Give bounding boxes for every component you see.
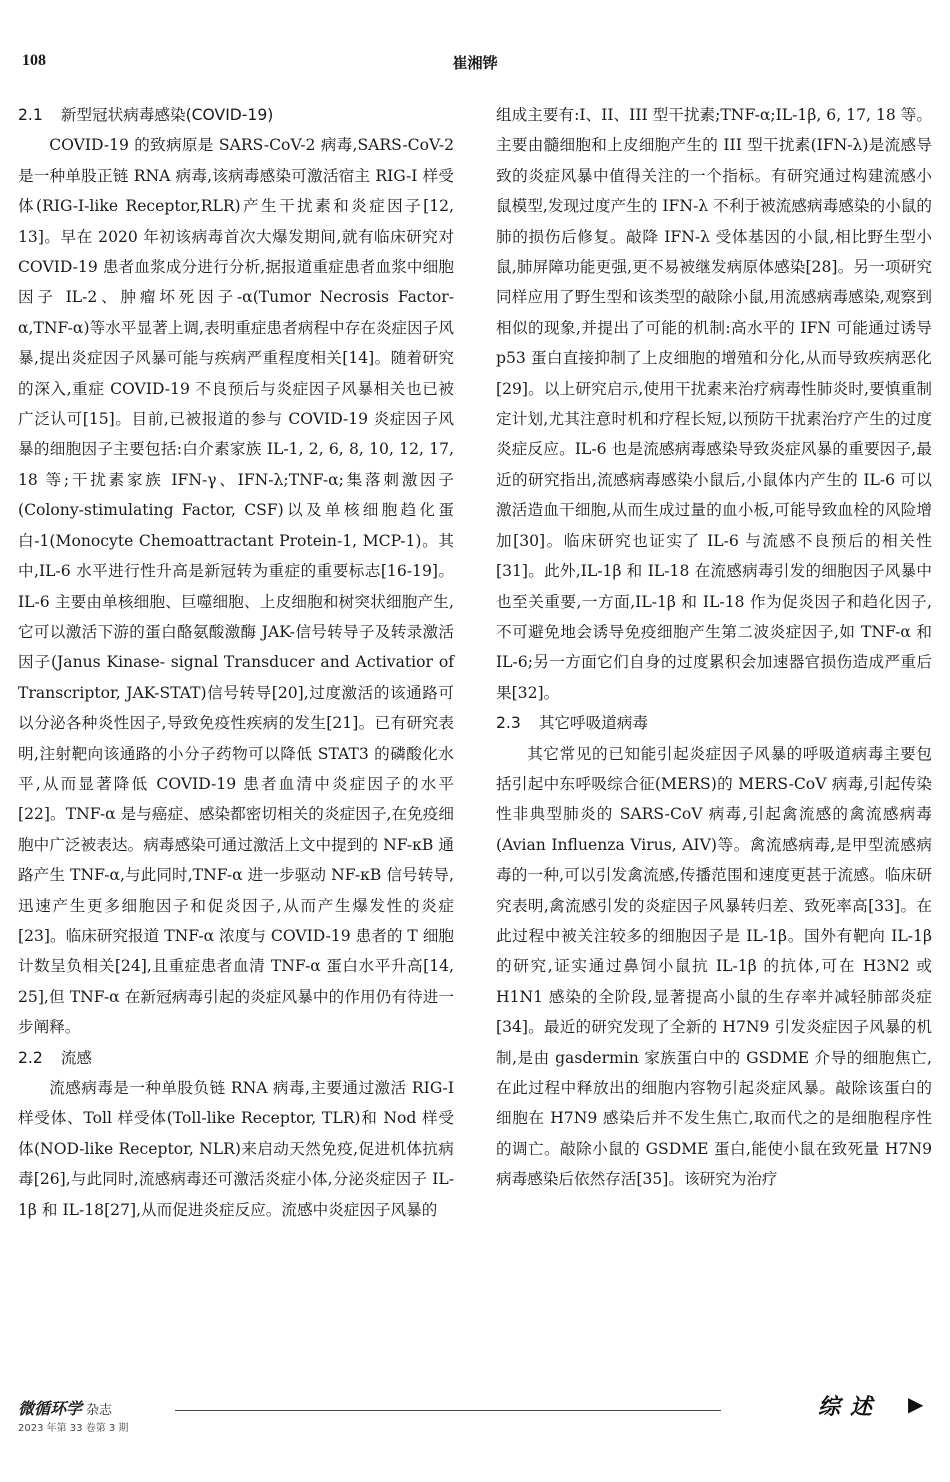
journal-name: 微循环学 (18, 1399, 83, 1418)
body-paragraph: 流感病毒是一种单股负链 RNA 病毒,主要通过激活 RIG-I 样受体、Toll 样受体(Toll-like Receptor, TLR)和 Nod 样受体(NOD-like Receptor, NLR)来启动天然免疫,促进机体抗病毒[26],与此同时,流感病毒还可激活炎症小体,分泌炎症因子 IL-1β 和 IL-18[27],从而促进炎症反应。流感中炎症因子风暴的 (18, 1079, 454, 1219)
left-column (18, 100, 454, 1225)
footer-rule (175, 1410, 721, 1411)
section-heading-2-3 (496, 708, 932, 738)
section-number: 2.1 (18, 106, 43, 124)
right-column (496, 100, 932, 1195)
running-head: 崔湘铧 (452, 54, 498, 72)
issue-info: 2023 年第 33 卷第 3 期 (18, 1423, 129, 1434)
section-number: 2.2 (18, 1048, 43, 1067)
section-title: 流感 (60, 1048, 93, 1067)
section-heading-2-1 (18, 100, 454, 130)
section-heading-2-2 (18, 1043, 454, 1073)
section-label: 综述 (818, 1395, 883, 1420)
body-paragraph: COVID-19 的致病原是 SARS-CoV-2 病毒,SARS-CoV-2 是一种单股正链 RNA 病毒,该病毒感染可激活宿主 RIG-I 样受体(RIG-I-like Receptor,RLR)产生干扰素和炎症因子[12, 13]。早在 2020 年初该病毒首次大爆发期间,就有临床研究对 COVID-19 患者血浆成分进行分析,据报道重症患者血浆中细胞因子 IL-2、肿瘤坏死因子-α(Tumor Necrosis Factor-α,TNF-α)等水平显著上调,表明重症患者病程中存在炎症因子风暴,提出炎症因子风暴可能与疾病严重程度相关[14]。随着研究的深入,重症 COVID-19 不良预后与炎症因子风暴相关也已被广泛认可[15]。目前,已被报道的参与 COVID-19 炎症因子风暴的细胞因子主要包括:白介素家族 IL-1, 2, 6, 8, 10, 12, 17, 18 等;干扰素家族 IFN-γ、IFN-λ;TNF-α;集落刺激因子(Colony-stimulating Factor, CSF)以及单核细胞趋化蛋白-1(Monocyte Chemoattractant Protein-1, MCP-1)。其中,IL-6 水平进行性升高是新冠转为重症的重要标志[16-19]。IL-6 主要由单核细胞、巨噬细胞、上皮细胞和树突状细胞产生,它可以激活下游的蛋白酪氨酸激酶 JAK-信号转导子及转录激活因子(Janus Kinase- signal Transducer and Activatior of Transcriptor, JAK-STAT)信号转导[20],过度激活的该通路可以分泌各种炎性因子,导致免疫性疾病的发生[21]。已有研究表明,注射靶向该通路的小分子药物可以降低 STAT3 的磷酸化水平,从而显著降低 COVID-19 患者血清中炎症因子的水平[22]。TNF-α 是与癌症、感染都密切相关的炎症因子,在免疫细胞中广泛被表达。病毒感染可通过激活上文中提到的 NF-κB 通路产生 TNF-α,与此同时,TNF-α 进一步驱动 NF-κB 信号转导,迅速产生更多细胞因子和促炎因子,从而产生爆发性的炎症[23]。临床研究报道 TNF-α 浓度与 COVID-19 患者的 T 细胞计数呈负相关[24],且重症患者血清 TNF-α 蛋白水平升高[14, 25],但 TNF-α 在新冠病毒引起的炎症风暴中的作用仍有待进一步阐释。 (18, 136, 454, 1037)
section-number: 2.3 (496, 714, 521, 733)
body-paragraph: 其它常见的已知能引起炎症因子风暴的呼吸道病毒主要包括引起中东呼吸综合征(MERS)的 MERS-CoV 病毒,引起传染性非典型肺炎的 SARS-CoV 病毒,引起禽流感的禽流感病毒(Avian Influenza Virus, AIV)等。禽流感病毒,是甲型流感病毒的一种,可以引发禽流感,传播范围和速度更甚于流感。临床研究表明,禽流感引发的炎症因子风暴转归差、致死率高[33]。在此过程中被关注较多的细胞因子是 IL-1β。国外有靶向 IL-1β 的研究,证实通过鼻饲小鼠抗 IL-1β 的抗体,可在 H3N2 或 H1N1 感染的全阶段,显著提高小鼠的生存率并减轻肺部炎症[34]。最近的研究发现了全新的 H7N9 引发炎症因子风暴的机制,是由 gasdermin 家族蛋白中的 GSDME 介导的细胞焦亡,在此过程中释放出的细胞内容物引起炎症风暴。敲除该蛋白的细胞在 H7N9 感染后并不发生焦亡,取而代之的是细胞程序性的调亡。敲除小鼠的 GSDME 蛋白,能使小鼠在致死量 H7N9 病毒感染后依然存活[35]。该研究为治疗 (496, 744, 932, 1189)
journal-brand (18, 1396, 112, 1419)
section-title: 其它呼吸道病毒 (538, 714, 648, 733)
journal-suffix: 杂志 (86, 1403, 113, 1418)
page-number: 108 (22, 52, 46, 69)
section-title: 新型冠状病毒感染(COVID-19) (60, 106, 274, 124)
arrow-icon: ▶ (908, 1392, 924, 1416)
body-paragraph-continued: 组成主要有:I、II、III 型干扰素;TNF-α;IL-1β, 6, 17, 18 等。主要由髓细胞和上皮细胞产生的 III 型干扰素(IFN-λ)是流感导致的炎症风暴中值得关注的一个指标。有研究通过构建流感小鼠模型,发现过度产生的 IFN-λ 不利于被流感病毒感染的小鼠的肺的损伤后修复。敲降 IFN-λ 受体基因的小鼠,相比野生型小鼠,肺屏障功能更强,更不易被继发病原体感染[28]。另一项研究同样应用了野生型和该类型的敲除小鼠,用流感病毒感染,观察到相似的现象,并提出了可能的机制:高水平的 IFN 可能通过诱导 p53 蛋白直接抑制了上皮细胞的增殖和分化,从而导致疾病恶化[29]。以上研究启示,使用干扰素来治疗病毒性肺炎时,要慎重制定计划,尤其注意时机和疗程长短,以预防干扰素治疗产生的过度炎症反应。IL-6 也是流感病毒感染导致炎症风暴的重要因子,最近的研究指出,流感病毒感染小鼠后,小鼠体内产生的 IL-6 可以激活造血干细胞,从而生成过量的血小板,可能导致血栓的风险增加[30]。临床研究也证实了 IL-6 与流感不良预后的相关性[31]。此外,IL-1β 和 IL-18 在流感病毒引发的细胞因子风暴中也至关重要,一方面,IL-1β 和 IL-18 作为促炎因子和趋化因子,不可避免地会诱导免疫细胞产生第二波炎症因子,如 TNF-α 和 IL-6;另一方面它们自身的过度累积会加速器官损伤造成严重后果[32]。 (496, 106, 932, 702)
